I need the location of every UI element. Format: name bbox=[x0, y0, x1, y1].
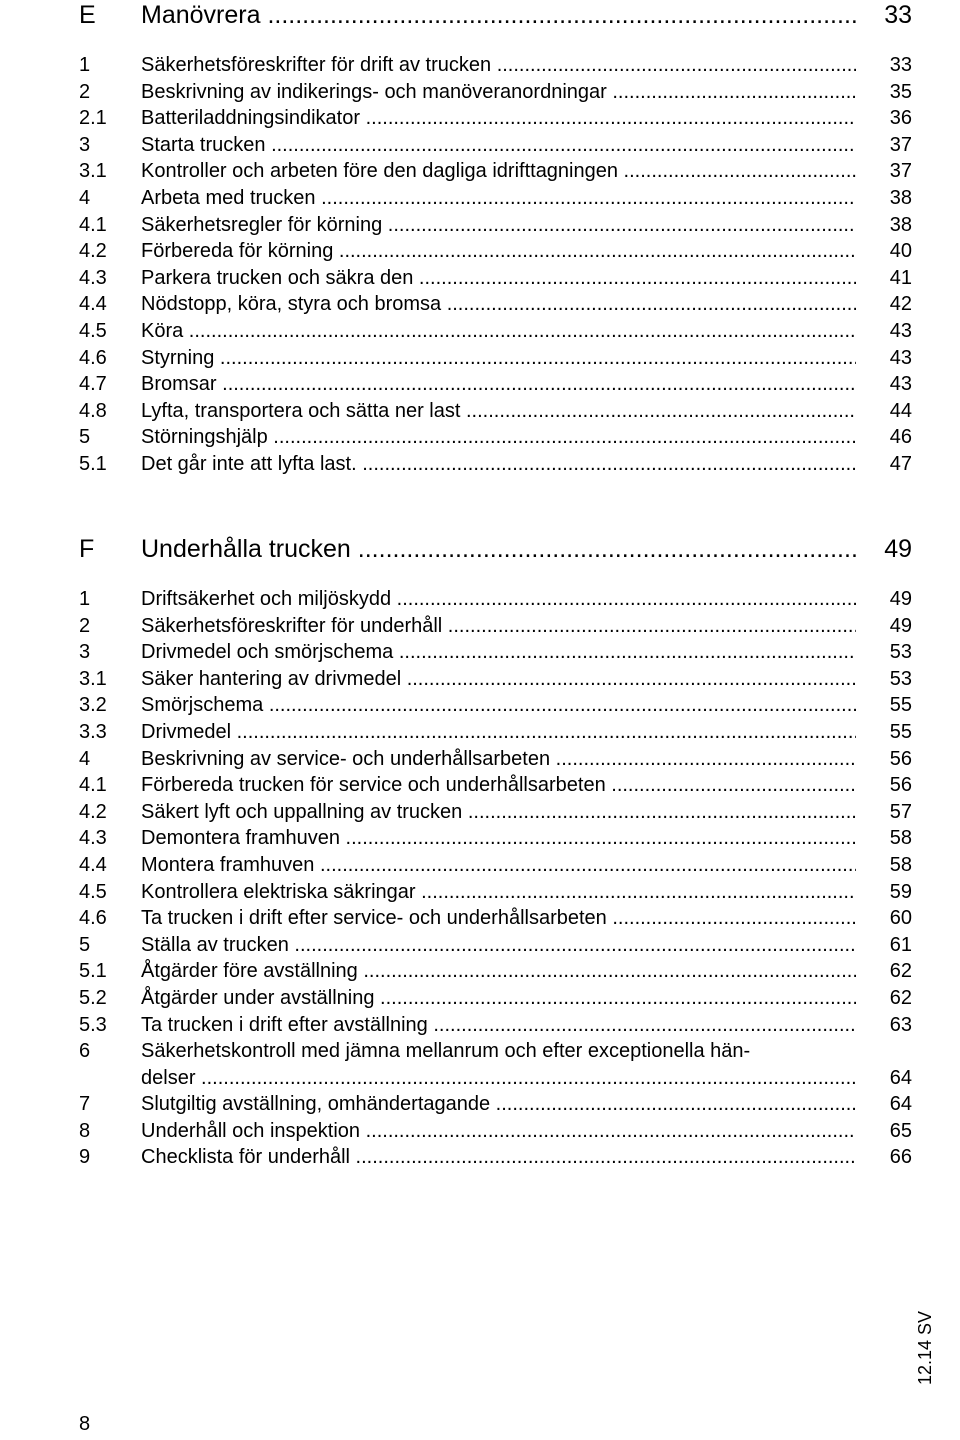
toc-entry[interactable] bbox=[0, 424, 960, 451]
entry-page-number: 60 bbox=[889, 907, 912, 930]
toc-entry[interactable] bbox=[0, 185, 960, 212]
entry-title: Batteriladdningsindikator ..... bbox=[141, 105, 856, 132]
entry-title: Köra ..... bbox=[141, 318, 856, 345]
entry-number: 4.7 bbox=[79, 373, 107, 396]
entry-page-number: 66 bbox=[889, 1146, 912, 1169]
toc-entry[interactable] bbox=[0, 613, 960, 640]
toc-entry[interactable] bbox=[0, 451, 960, 478]
entry-number: 5.2 bbox=[79, 986, 107, 1009]
entry-title: Det går inte att lyfta last. ..... bbox=[141, 451, 856, 478]
entry-number: 9 bbox=[79, 1146, 91, 1169]
entry-title: Montera framhuven ..... bbox=[141, 852, 856, 879]
entry-title: Säkerhetsföreskrifter för underhåll ..... bbox=[141, 613, 856, 640]
entry-page-number: 36 bbox=[889, 107, 912, 130]
entry-number: 4.8 bbox=[79, 399, 107, 422]
entry-number: 2 bbox=[79, 614, 91, 637]
toc-entry[interactable] bbox=[0, 746, 960, 773]
toc-entry[interactable] bbox=[0, 586, 960, 613]
entry-page-number: 62 bbox=[889, 986, 912, 1009]
entry-page-number: 61 bbox=[889, 933, 912, 956]
entry-title: Drivmedel och smörjschema ..... bbox=[141, 639, 856, 666]
toc-entry[interactable] bbox=[0, 291, 960, 318]
entry-number: 2 bbox=[79, 80, 91, 103]
entry-page-number: 58 bbox=[889, 853, 912, 876]
entry-page-number: 44 bbox=[889, 399, 912, 422]
toc-entry-list bbox=[0, 586, 960, 1171]
toc-entry[interactable] bbox=[0, 1012, 960, 1039]
entry-title-line2: delser ..... bbox=[141, 1065, 856, 1092]
entry-title: Ta trucken i drift efter service- och underhållsarbeten ..... bbox=[141, 905, 856, 932]
entry-number: 3.3 bbox=[79, 720, 107, 743]
entry-number: 4.6 bbox=[79, 346, 107, 369]
entry-page-number: 62 bbox=[889, 960, 912, 983]
entry-page-number: 49 bbox=[889, 588, 912, 610]
entry-page-number: 37 bbox=[889, 133, 912, 156]
toc-entry[interactable] bbox=[0, 905, 960, 932]
entry-title: Arbeta med trucken ..... bbox=[141, 185, 856, 212]
entry-page-number: 37 bbox=[889, 160, 912, 183]
toc-entry[interactable] bbox=[0, 772, 960, 799]
toc-entry[interactable] bbox=[0, 238, 960, 265]
section-title: Manövrera ..... bbox=[141, 0, 856, 30]
entry-title: Beskrivning av service- och underhållsarbeten ..... bbox=[141, 746, 856, 773]
entry-title: Driftsäkerhet och miljöskydd ..... bbox=[141, 586, 856, 613]
entry-page-number: 38 bbox=[889, 186, 912, 209]
toc-entry[interactable] bbox=[0, 958, 960, 985]
toc-entry[interactable] bbox=[0, 932, 960, 959]
entry-title: Drivmedel ..... bbox=[141, 719, 856, 746]
entry-page-number: 55 bbox=[889, 694, 912, 717]
toc-entry[interactable] bbox=[0, 825, 960, 852]
entry-title: Säker hantering av drivmedel ..... bbox=[141, 666, 856, 693]
entry-title bbox=[141, 1038, 856, 1091]
entry-title: Säkerhetsregler för körning ..... bbox=[141, 212, 856, 239]
entry-title: Bromsar ..... bbox=[141, 371, 856, 398]
toc-entry[interactable] bbox=[0, 1144, 960, 1171]
toc-entry[interactable] bbox=[0, 79, 960, 106]
toc-entry-list bbox=[0, 52, 960, 478]
toc-entry[interactable] bbox=[0, 1091, 960, 1118]
entry-title: Nödstopp, köra, styra och bromsa ..... bbox=[141, 291, 856, 318]
toc-entry[interactable] bbox=[0, 105, 960, 132]
toc-entry[interactable] bbox=[0, 666, 960, 693]
entry-number: 5 bbox=[79, 933, 91, 956]
entry-page-number: 35 bbox=[889, 80, 912, 103]
entry-title: Kontroller och arbeten före den dagliga idrifttagningen ..... bbox=[141, 158, 856, 185]
entry-page-number: 42 bbox=[889, 293, 912, 316]
document-version: 12.14 SV bbox=[915, 1310, 935, 1385]
section-heading[interactable] bbox=[0, 0, 960, 40]
toc-entry[interactable] bbox=[0, 371, 960, 398]
entry-page-number: 41 bbox=[889, 266, 912, 289]
entry-title: Kontrollera elektriska säkringar ..... bbox=[141, 879, 856, 906]
entry-title: Säkerhetsföreskrifter för drift av trucken ..... bbox=[141, 52, 856, 79]
entry-number: 2.1 bbox=[79, 107, 107, 130]
entry-title: Förbereda trucken för service och underhållsarbeten ..... bbox=[141, 772, 856, 799]
entry-page-number: 59 bbox=[889, 880, 912, 903]
entry-number: 4 bbox=[79, 747, 91, 770]
entry-title-line1: Säkerhetskontroll med jämna mellanrum och efter exceptionella hän- bbox=[141, 1040, 751, 1063]
entry-title: Checklista för underhåll ..... bbox=[141, 1144, 856, 1171]
entry-title: Säkert lyft och uppallning av trucken ..... bbox=[141, 799, 856, 826]
toc-section-e bbox=[0, 0, 960, 478]
entry-number: 5.3 bbox=[79, 1013, 107, 1036]
entry-number: 3 bbox=[79, 133, 91, 156]
toc-entry[interactable] bbox=[0, 1038, 960, 1091]
entry-title: Åtgärder under avställning ..... bbox=[141, 985, 856, 1012]
entry-title: Lyfta, transportera och sätta ner last ..... bbox=[141, 398, 856, 425]
entry-title: Styrning ..... bbox=[141, 345, 856, 372]
toc-entry[interactable] bbox=[0, 879, 960, 906]
entry-number: 4.1 bbox=[79, 213, 107, 236]
toc-entry[interactable] bbox=[0, 212, 960, 239]
toc-entry[interactable] bbox=[0, 1118, 960, 1145]
entry-page-number: 33 bbox=[889, 54, 912, 76]
entry-number: 4.1 bbox=[79, 774, 107, 797]
entry-number: 6 bbox=[79, 1040, 91, 1063]
entry-page-number: 63 bbox=[889, 1013, 912, 1036]
entry-page-number: 38 bbox=[889, 213, 912, 236]
entry-page-number: 53 bbox=[889, 667, 912, 690]
entry-number: 4.4 bbox=[79, 853, 107, 876]
entry-title: Ta trucken i drift efter avställning ..... bbox=[141, 1012, 856, 1039]
toc-section-f bbox=[0, 534, 960, 1171]
toc-entry[interactable] bbox=[0, 52, 960, 79]
toc-entry[interactable] bbox=[0, 799, 960, 826]
entry-page-number: 56 bbox=[889, 774, 912, 797]
entry-number: 8 bbox=[79, 1119, 91, 1142]
toc-entry[interactable] bbox=[0, 719, 960, 746]
entry-page-number: 64 bbox=[889, 1093, 912, 1116]
entry-title: Demontera framhuven ..... bbox=[141, 825, 856, 852]
toc-entry[interactable] bbox=[0, 852, 960, 879]
toc-entry[interactable] bbox=[0, 692, 960, 719]
entry-page-number: 64 bbox=[889, 1066, 912, 1089]
entry-number: 5.1 bbox=[79, 960, 107, 983]
toc-entry[interactable] bbox=[0, 345, 960, 372]
entry-title: Störningshjälp ..... bbox=[141, 424, 856, 451]
entry-page-number: 56 bbox=[889, 747, 912, 770]
entry-number: 1 bbox=[79, 588, 91, 610]
page-number: 8 bbox=[79, 1413, 91, 1435]
entry-number: 4.5 bbox=[79, 319, 107, 342]
entry-page-number: 58 bbox=[889, 827, 912, 850]
entry-number: 5.1 bbox=[79, 452, 107, 475]
entry-page-number: 53 bbox=[889, 641, 912, 664]
entry-number: 4.2 bbox=[79, 240, 107, 263]
entry-page-number: 55 bbox=[889, 720, 912, 743]
entry-title: Åtgärder före avställning ..... bbox=[141, 958, 856, 985]
toc-entry[interactable] bbox=[0, 985, 960, 1012]
entry-title: Beskrivning av indikerings- och manöveranordningar ..... bbox=[141, 79, 856, 106]
entry-number: 4.2 bbox=[79, 800, 107, 823]
entry-page-number: 49 bbox=[889, 614, 912, 637]
toc-entry[interactable] bbox=[0, 158, 960, 185]
entry-number: 4 bbox=[79, 186, 91, 209]
section-page-number: 49 bbox=[884, 535, 912, 563]
entry-page-number: 43 bbox=[889, 373, 912, 396]
entry-title: Starta trucken ..... bbox=[141, 132, 856, 159]
entry-number: 3.1 bbox=[79, 667, 107, 690]
toc-entry[interactable] bbox=[0, 318, 960, 345]
toc-entry[interactable] bbox=[0, 265, 960, 292]
entry-number: 3 bbox=[79, 641, 91, 664]
toc-entry[interactable] bbox=[0, 132, 960, 159]
section-letter: E bbox=[79, 1, 96, 29]
entry-title: Parkera trucken och säkra den ..... bbox=[141, 265, 856, 292]
entry-title: Ställa av trucken ..... bbox=[141, 932, 856, 959]
entry-page-number: 43 bbox=[889, 319, 912, 342]
toc-entry[interactable] bbox=[0, 398, 960, 425]
entry-title: Slutgiltig avställning, omhändertagande ..... bbox=[141, 1091, 856, 1118]
entry-title: Förbereda för körning ..... bbox=[141, 238, 856, 265]
section-heading[interactable] bbox=[0, 534, 960, 574]
section-title: Underhålla trucken ..... bbox=[141, 534, 856, 564]
entry-page-number: 57 bbox=[889, 800, 912, 823]
entry-number: 3.1 bbox=[79, 160, 107, 183]
entry-page-number: 47 bbox=[889, 452, 912, 475]
entry-number: 4.6 bbox=[79, 907, 107, 930]
entry-number: 3.2 bbox=[79, 694, 107, 717]
entry-title: Smörjschema ..... bbox=[141, 692, 856, 719]
entry-page-number: 40 bbox=[889, 240, 912, 263]
section-letter: F bbox=[79, 535, 95, 563]
entry-number: 4.5 bbox=[79, 880, 107, 903]
entry-page-number: 46 bbox=[889, 426, 912, 449]
entry-number: 7 bbox=[79, 1093, 91, 1116]
entry-number: 4.3 bbox=[79, 266, 107, 289]
section-page-number: 33 bbox=[884, 1, 912, 29]
entry-number: 1 bbox=[79, 54, 91, 76]
entry-number: 5 bbox=[79, 426, 91, 449]
entry-title: Underhåll och inspektion ..... bbox=[141, 1118, 856, 1145]
entry-page-number: 43 bbox=[889, 346, 912, 369]
entry-page-number: 65 bbox=[889, 1119, 912, 1142]
toc-entry[interactable] bbox=[0, 639, 960, 666]
entry-number: 4.4 bbox=[79, 293, 107, 316]
entry-number: 4.3 bbox=[79, 827, 107, 850]
